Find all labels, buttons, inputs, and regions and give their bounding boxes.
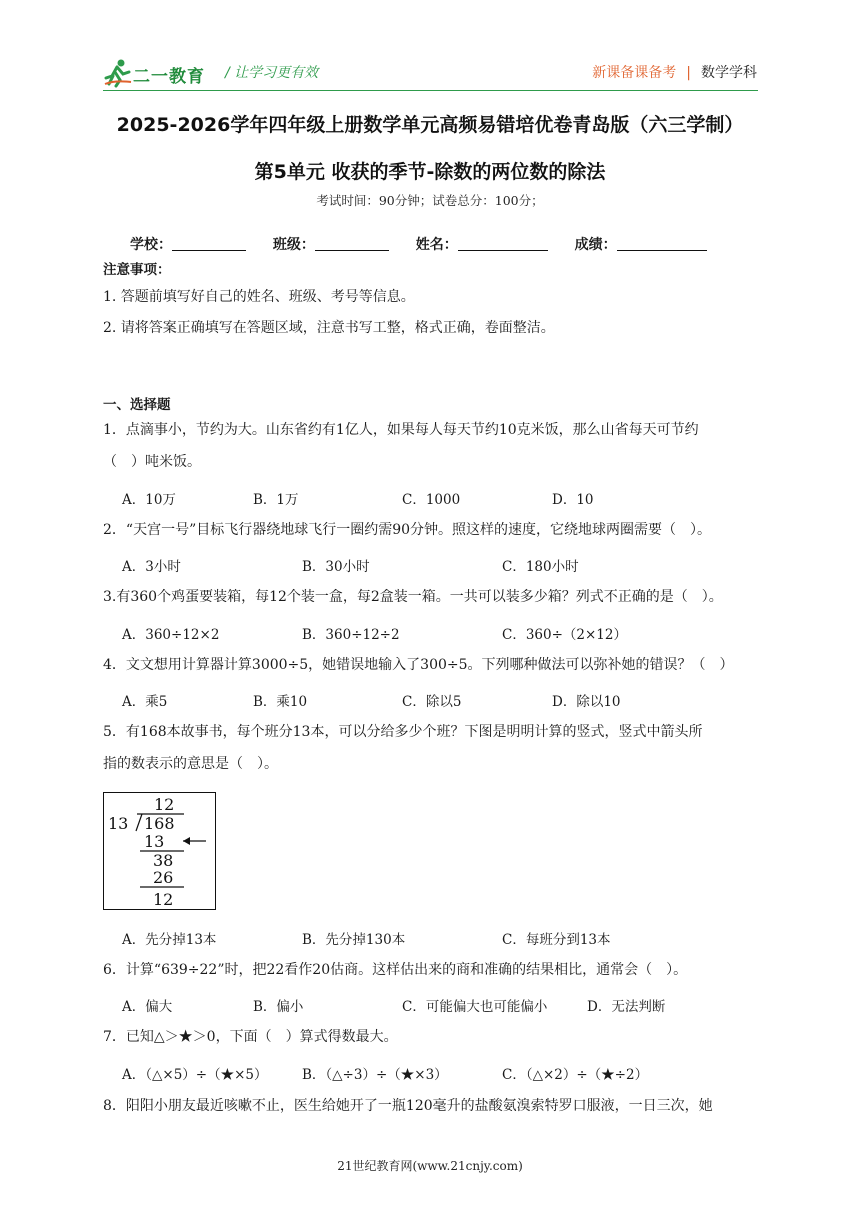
option-b[interactable]: B．先分掉130本: [302, 932, 406, 948]
header-divider: [103, 90, 758, 91]
quotient: 12: [154, 795, 175, 814]
question-text: 7．已知△＞★＞0，下面（ ）算式得数最大。: [103, 1029, 398, 1045]
question-text: 3.有360个鸡蛋要装箱，每12个装一盒，每2盒装一箱。一共可以装多少箱？列式不正确的是（ ）。: [103, 589, 723, 605]
page-footer: 21世纪教育网(www.21cnjy.com): [337, 1159, 523, 1173]
header-tag: 新课备课备考: [592, 65, 677, 81]
dividend: 168: [144, 814, 175, 833]
option-d[interactable]: D．10: [552, 492, 594, 508]
note-item: 2. 请将答案正确填写在答题区域，注意书写工整，格式正确，卷面整洁。: [103, 320, 555, 336]
option-b[interactable]: B．乘10: [253, 694, 308, 710]
field-name[interactable]: 姓名：: [416, 234, 548, 254]
long-division-svg: [104, 793, 215, 909]
field-class[interactable]: 班级：: [273, 234, 389, 254]
option-b[interactable]: B．1万: [253, 492, 299, 508]
option-b[interactable]: B．偏小: [253, 999, 304, 1015]
question-text: 1．点滴事小，节约为大。山东省约有1亿人，如果每人每天节约10克米饭，那么山省每天可节约: [103, 422, 699, 438]
option-a[interactable]: A．10万: [122, 492, 176, 508]
question-text: 2．“天宫一号”目标飞行器绕地球飞行一圈约需90分钟。照这样的速度，它绕地球两圈需要（ ）。: [103, 522, 712, 538]
question-text: 6．计算“639÷22”时，把22看作20估商。这样估出来的商和准确的结果相比，通常会（ ）。: [103, 962, 688, 978]
option-c[interactable]: C．除以5: [402, 694, 462, 710]
option-d[interactable]: D．除以10: [552, 694, 621, 710]
note-item: 1. 答题前填写好自己的姓名、班级、考号等信息。: [103, 289, 415, 305]
option-c[interactable]: C．（△×2）÷（★÷2）: [502, 1067, 649, 1083]
field-school[interactable]: 学校：: [130, 234, 246, 254]
question-text: 指的数表示的意思是（ ）。: [103, 756, 278, 772]
option-c[interactable]: C．180小时: [502, 559, 579, 575]
subtract-step-1: 13: [144, 832, 165, 851]
page-title: 2025-2026学年四年级上册数学单元高频易错培优卷青岛版（六三学制）: [116, 114, 744, 136]
notes-heading: 注意事项：: [103, 262, 171, 278]
exam-info: 考试时间：90分钟；试卷总分：100分；: [316, 193, 544, 208]
slogan: / 让学习更有效: [225, 65, 319, 81]
option-c[interactable]: C．1000: [402, 492, 461, 508]
blank-line[interactable]: [315, 236, 389, 251]
option-b[interactable]: B．30小时: [302, 559, 370, 575]
question-text: （ ）吨米饭。: [103, 454, 201, 470]
option-b[interactable]: B．（△÷3）÷（★×3）: [302, 1067, 448, 1083]
question-text: 4．文文想用计算器计算3000÷5，她错误地输入了300÷5。下列哪种做法可以弥补她的错误？（ ）: [103, 657, 734, 673]
partial-remainder: 38: [153, 851, 174, 870]
logo-text: 二一教育: [133, 67, 205, 87]
subtract-step-2: 26: [153, 868, 174, 887]
field-score[interactable]: 成绩：: [575, 234, 707, 254]
blank-line[interactable]: [458, 236, 548, 251]
header-subject-label: 数学学科: [701, 65, 757, 81]
runner-logo-icon: [103, 58, 133, 88]
option-d[interactable]: D．无法判断: [587, 999, 666, 1015]
option-a[interactable]: A．乘5: [122, 694, 168, 710]
final-remainder: 12: [153, 890, 174, 909]
question-text: 5．有168本故事书，每个班分13本，可以分给多少个班？下图是明明计算的竖式，竖式中箭头所: [103, 724, 703, 740]
option-c[interactable]: C．360÷（2×12）: [502, 627, 627, 643]
option-a[interactable]: A．先分掉13本: [122, 932, 217, 948]
logo: [103, 58, 215, 88]
question-text: 8．阳阳小朋友最近咳嗽不止，医生给她开了一瓶120毫升的盐酸氨溴索特罗口服液，一日三次，她: [103, 1098, 713, 1114]
option-c[interactable]: C．每班分到13本: [502, 932, 611, 948]
blank-line[interactable]: [172, 236, 246, 251]
option-b[interactable]: B．360÷12÷2: [302, 627, 400, 643]
option-a[interactable]: A．（△×5）÷（★×5）: [122, 1067, 268, 1083]
arrow-icon: [183, 837, 206, 845]
header-subject: [592, 62, 757, 82]
long-division-figure: [103, 792, 216, 910]
divisor: 13: [108, 814, 129, 833]
blank-line[interactable]: [617, 236, 707, 251]
student-info-fields: [130, 234, 729, 254]
header-separator: |: [686, 65, 691, 81]
page-subtitle: 第5单元 收获的季节-除数的两位数的除法: [254, 161, 606, 183]
option-a[interactable]: A．3小时: [122, 559, 181, 575]
section-heading: 一、选择题: [103, 397, 171, 413]
option-a[interactable]: A．360÷12×2: [122, 627, 220, 643]
option-a[interactable]: A．偏大: [122, 999, 173, 1015]
option-c[interactable]: C．可能偏大也可能偏小: [402, 999, 548, 1015]
